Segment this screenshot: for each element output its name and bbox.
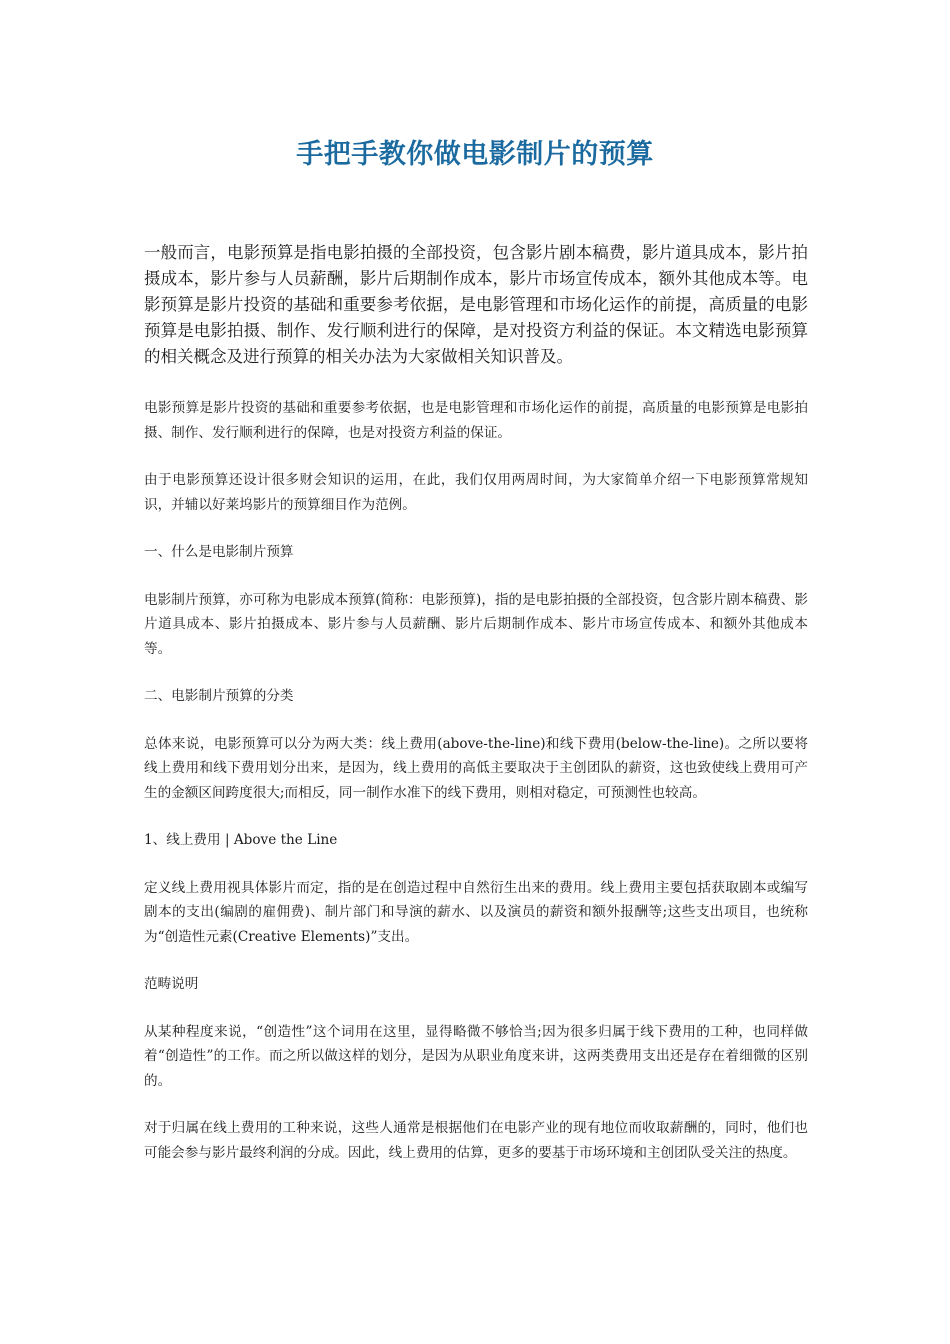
document-body (144, 240, 808, 1188)
paragraph-4: 总体来说，电影预算可以分为两大类：线上费用(above-the-line)和线下费用(below-the-line)。之所以要将线上费用和线下费用划分出来，是因为，线上费用的高低主要取决于主创团队的薪资，这也致使线上费用可产生的金额区间跨度很大;而相反，同一制作水准下的线下费用，则相对稳定，可预测性也较高。 (144, 735, 808, 801)
paragraph-7: 对于归属在线上费用的工种来说，这些人通常是根据他们在电影产业的现有地位而收取薪酬的，同时，他们也可能会参与影片最终利润的分成。因此，线上费用的估算，更多的要基于市场环境和主创团队受关注的热度。 (144, 1120, 808, 1161)
paragraph-6: 从某种程度来说，“创造性”这个词用在这里，显得略微不够恰当;因为很多归属于线下费用的工种，也同样做着“创造性”的工作。而之所以做这样的划分，是因为从职业角度来讲，这两类费用支出还是存在着细微的区别的。 (144, 1023, 808, 1089)
intro-paragraph: 一般而言，电影预算是指电影拍摄的全部投资，包含影片剧本稿费，影片道具成本，影片拍摄成本，影片参与人员薪酬，影片后期制作成本，影片市场宣传成本，额外其他成本等。电影预算是影片投资的基础和重要参考依据，是电影管理和市场化运作的前提，高质量的电影预算是电影拍摄、制作、发行顺利进行的保障，是对投资方利益的保证。本文精选电影预算的相关概念及进行预算的相关办法为大家做相关知识普及。 (144, 243, 808, 366)
paragraph-2: 由于电影预算还设计很多财会知识的运用，在此，我们仅用两周时间，为大家简单介绍一下电影预算常规知识，并辅以好莱坞影片的预算细目作为范例。 (144, 472, 808, 513)
section-heading-4: 范畴说明 (144, 976, 199, 992)
paragraph-1: 电影预算是影片投资的基础和重要参考依据，也是电影管理和市场化运作的前提，高质量的电影预算是电影拍摄、制作、发行顺利进行的保障，也是对投资方利益的保证。 (144, 400, 808, 441)
section-heading-3: 1、线上费用 | Above the Line (144, 832, 338, 848)
section-heading-1: 一、什么是电影制片预算 (144, 544, 294, 560)
paragraph-5: 定义线上费用视具体影片而定，指的是在创造过程中自然衍生出来的费用。线上费用主要包括获取剧本或编写剧本的支出(编剧的雇佣费)、制片部门和导演的薪水、以及演员的薪资和额外报酬等;这些支出项目，也统称为“创造性元素(Creative Elements)”支出。 (144, 879, 808, 945)
page-title: 手把手教你做电影制片的预算 (296, 139, 654, 170)
section-heading-2: 二、电影制片预算的分类 (144, 688, 294, 704)
paragraph-3: 电影制片预算，亦可称为电影成本预算(简称：电影预算)，指的是电影拍摄的全部投资，包含影片剧本稿费、影片道具成本、影片拍摄成本、影片参与人员薪酬、影片后期制作成本、影片市场宣传成本、和额外其他成本等。 (144, 591, 808, 657)
